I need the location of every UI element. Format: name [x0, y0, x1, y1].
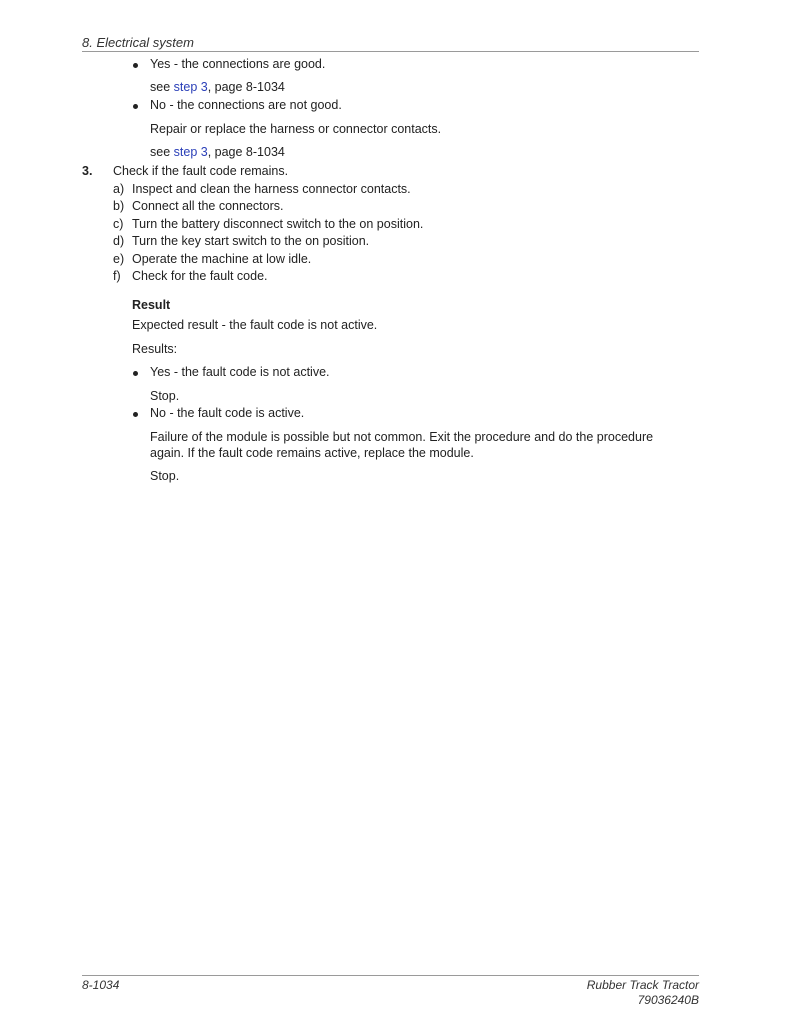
expected-result: Expected result - the fault code is not active. — [132, 318, 378, 332]
step-3-link[interactable]: step 3 — [173, 80, 208, 94]
substep-text: Check for the fault code. — [132, 269, 268, 283]
see-step-reference-1 — [150, 80, 285, 94]
substep-letter: a) — [113, 182, 125, 196]
see-step-reference-2 — [150, 145, 285, 159]
bullet-icon — [133, 104, 138, 109]
substep-letter: d) — [113, 234, 125, 248]
substep-letter: c) — [113, 217, 124, 231]
bullet-yes-connections: Yes - the connections are good. — [150, 57, 326, 71]
substep-text: Connect all the connectors. — [132, 199, 284, 213]
substep-letter: f) — [113, 269, 121, 283]
step-title: Check if the fault code remains. — [113, 164, 289, 178]
see-prefix: see — [150, 145, 174, 159]
substep-text: Turn the battery disconnect switch to the on position. — [132, 217, 424, 231]
bullet-no-fault: No - the fault code is active. — [150, 406, 305, 420]
page-reference: , page 8-1034 — [207, 145, 285, 159]
footer-rule — [82, 975, 699, 976]
bullet-no-connections: No - the connections are not good. — [150, 98, 342, 112]
see-prefix: see — [150, 80, 174, 94]
bullet-icon — [133, 412, 138, 417]
header-rule — [82, 51, 699, 52]
substep-text: Inspect and clean the harness connector contacts. — [132, 182, 411, 196]
bullet-icon — [133, 63, 138, 68]
bullet-icon — [133, 371, 138, 376]
substep-text: Operate the machine at low idle. — [132, 252, 312, 266]
substep-letter: b) — [113, 199, 125, 213]
yes-action: Stop. — [150, 389, 180, 403]
failure-text-line-1: Failure of the module is possible but not common. Exit the procedure and do the procedure — [150, 430, 654, 444]
failure-text-line-2: again. If the fault code remains active, replace the module. — [150, 446, 474, 460]
substep-letter: e) — [113, 252, 125, 266]
step-number: 3. — [82, 164, 93, 178]
substep-text: Turn the key start switch to the on position. — [132, 234, 370, 248]
no-action: Stop. — [150, 469, 180, 483]
repair-instruction: Repair or replace the harness or connector contacts. — [150, 122, 442, 136]
bullet-yes-fault: Yes - the fault code is not active. — [150, 365, 330, 379]
page-number: 8-1034 — [82, 978, 120, 992]
doc-code: 79036240B — [637, 993, 699, 1007]
step-3-link[interactable]: step 3 — [173, 145, 208, 159]
result-heading: Result — [132, 298, 171, 312]
doc-title: Rubber Track Tractor — [586, 978, 699, 992]
header-title: 8. Electrical system — [82, 35, 194, 50]
page-reference: , page 8-1034 — [207, 80, 285, 94]
results-label: Results: — [132, 342, 178, 356]
